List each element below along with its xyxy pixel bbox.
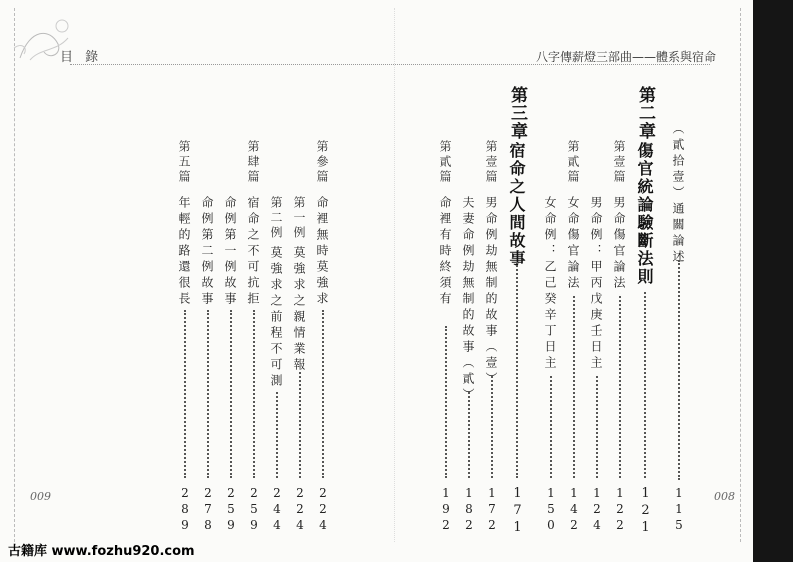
section-label: 第參篇 [315, 140, 329, 185]
toc-leader [184, 310, 186, 478]
toc-page-number: 224 [293, 486, 307, 534]
right-folio: 008 [714, 490, 735, 503]
toc-page-number: 289 [178, 486, 192, 534]
toc-leader [678, 260, 680, 480]
toc-leader [550, 376, 552, 478]
chapter-label: 第二章 [635, 86, 655, 140]
book-title: 八字傳薪燈三部曲——體系與宿命 [536, 50, 717, 64]
toc-entry-title: 男命例：甲丙戊庚壬日主 [589, 196, 603, 372]
toc-entry-title: 女命傷官論法 [566, 196, 580, 292]
toc-page-number: 122 [613, 486, 627, 534]
toc-page-number: 150 [544, 486, 558, 534]
chapter-label: 第三章 [507, 86, 527, 140]
scan-edge [753, 0, 793, 562]
toc-page-number: 121 [638, 486, 653, 537]
toc-leader [253, 310, 255, 478]
contents-heading: 目 錄 [60, 50, 103, 65]
toc-leader [276, 392, 278, 478]
toc-page-number: 115 [672, 486, 686, 534]
toc-leader [207, 310, 209, 478]
toc-leader [619, 296, 621, 478]
section-label: 第貳篇 [438, 140, 452, 185]
section-label: 第壹篇 [612, 140, 626, 185]
toc-entry-title: 莫強求之親情業報 [292, 246, 306, 374]
toc-entry-title: 年輕的路還很長 [177, 196, 191, 308]
toc-page-number: 244 [270, 486, 284, 534]
toc-leader [468, 392, 470, 478]
toc-entry-title: 命裡無時莫強求 [315, 196, 329, 308]
section-label: 第五篇 [177, 140, 191, 185]
toc-leader [573, 296, 575, 478]
toc-page-number: 171 [510, 486, 525, 537]
example-label: 第二例 [269, 196, 283, 241]
toc-leader [516, 262, 518, 478]
toc-page-number: 182 [462, 486, 476, 534]
chapter-title: 傷官統論驗斷法則 [635, 142, 654, 286]
toc-entry-title: 男命例劫無制的故事（壹） [484, 196, 498, 388]
toc-entry-title: 女命例：乙己癸辛丁日主 [543, 196, 557, 372]
section-label: 第壹篇 [484, 140, 498, 185]
toc-entry-title: （貳拾壹）通關論述 [671, 122, 685, 266]
toc-page-number: 124 [590, 486, 604, 534]
toc-page-number: 259 [247, 486, 261, 534]
section-label: 第貳篇 [566, 140, 580, 185]
left-folio: 009 [30, 490, 51, 503]
toc-leader [596, 376, 598, 478]
toc-leader [299, 372, 301, 478]
toc-page-number: 278 [201, 486, 215, 534]
toc-leader [230, 310, 232, 478]
toc-entry-title: 命例第二例故事 [200, 196, 214, 308]
toc-page-number: 142 [567, 486, 581, 534]
toc-leader [644, 292, 646, 478]
toc-leader [445, 326, 447, 478]
toc-leader [322, 310, 324, 478]
toc-leader [491, 376, 493, 478]
toc-entry-title: 命例第一例故事 [223, 196, 237, 308]
header-divider [70, 64, 710, 66]
gutter-line [394, 8, 396, 542]
toc-page-number: 259 [224, 486, 238, 534]
left-margin-line [14, 8, 16, 542]
right-margin-line [740, 8, 742, 542]
toc-page-number: 172 [485, 486, 499, 534]
example-label: 第一例 [292, 196, 306, 241]
chapter-title: 宿命之人間故事 [507, 142, 526, 268]
toc-entry-title: 命裡有時終須有 [438, 196, 452, 308]
toc-entry-title: 夫妻命例劫無制的故事（貳） [461, 196, 475, 404]
section-label: 第肆篇 [246, 140, 260, 185]
toc-entry-title: 莫強求之前程不可測 [269, 246, 283, 390]
toc-entry-title: 男命傷官論法 [612, 196, 626, 292]
watermark-text: 古籍库 www.fozhu920.com [8, 544, 195, 559]
toc-page-number: 192 [439, 486, 453, 534]
toc-page-number: 224 [316, 486, 330, 534]
toc-entry-title: 宿命之不可抗拒 [246, 196, 260, 308]
